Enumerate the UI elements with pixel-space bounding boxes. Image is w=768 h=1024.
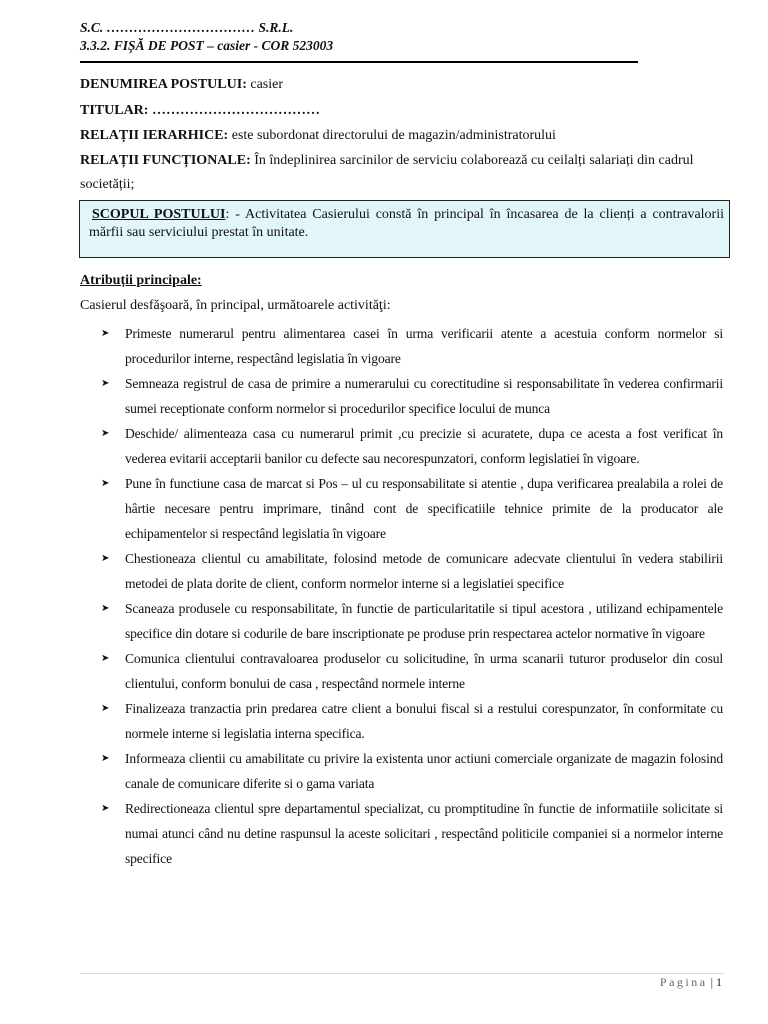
list-item: ➤ Informeaza clientii cu amabilitate cu privire la existenta unor actiuni comerciale organizate de magazin folosind canale de comunicare diferite si o gama variata: [125, 746, 723, 796]
arrow-bullet-icon: ➤: [101, 478, 110, 489]
job-name-label: DENUMIREA POSTULUI:: [80, 77, 247, 92]
holder-value: ………………………………: [151, 103, 320, 118]
page-footer: [660, 975, 722, 990]
duties-title: Atribuții principale:: [80, 273, 202, 288]
list-item: ➤ Finalizeaza tranzactia prin predarea catre client a bonului fiscal si a restului corespunzator, în conformitate cu normele interne si legislatia interna specifica.: [125, 696, 723, 746]
list-item: ➤ Pune în functiune casa de marcat si Pos – ul cu responsabilitate si atentie , dupa verificarea prealabila a rolei de hârtie necesare pentru imprimare, tinând cont de specificatiile tehnice primite de la producator ale echipamentelor si respectând legislatia în vigoare: [125, 471, 723, 546]
company-name: S.C. …………………………… S.R.L.: [80, 20, 294, 35]
hierarchical-relations-value: este subordonat directorului de magazin/administratorului: [231, 128, 556, 143]
functional-relations-value: În îndeplinirea sarcinilor de serviciu colaborează cu ceilalți salariați din cadrul: [254, 153, 694, 168]
hierarchical-relations-label: RELAȚII IERARHICE:: [80, 128, 229, 143]
holder-label: TITULAR:: [80, 103, 149, 118]
scope-box: [79, 200, 730, 258]
list-item: ➤ Scaneaza produsele cu responsabilitate, în functie de particularitatile si tipul acestora , utilizand echipamentele specifice din dotare si codurile de bare inscriptionate pe produse prin respectarea actelor normative în vigoare: [125, 596, 723, 646]
list-item: ➤ Semneaza registrul de casa de primire a numerarului cu corectitudine si responsabilitate în vederea confirmarii sumei receptionate conform normelor si procedurilor specifice locului de munca: [125, 371, 723, 421]
job-name-value: casier: [250, 77, 284, 92]
footer-rule: [80, 973, 724, 974]
scope-text: : - Activitatea Casierului constă în principal în încasarea de la clienți a contravalorii mărfii sau serviciului prestat în unitate.: [89, 207, 724, 240]
list-item: ➤ Chestioneaza clientul cu amabilitate, folosind metode de comunicare adecvate clientului în vedera stabilirii metodei de plata dorite de client, conform normelor interne si a legislatiei specifice: [125, 546, 723, 596]
document-header: [80, 19, 333, 55]
functional-relations-label: RELAȚII FUNCȚIONALE:: [80, 153, 251, 168]
functional-relations-continuation: societății;: [80, 177, 135, 192]
arrow-bullet-icon: ➤: [101, 428, 110, 439]
duties-list: [0, 321, 768, 871]
field-functional-relations: [80, 152, 694, 170]
field-hierarchical-relations: [80, 127, 556, 145]
field-job-name: [80, 76, 283, 94]
arrow-bullet-icon: ➤: [101, 803, 110, 814]
field-holder: [80, 102, 320, 120]
page-label: Pagina: [659, 975, 708, 989]
duties-intro: Casierul desfăşoară, în principal, următoarele activităţi:: [80, 298, 391, 313]
list-item: ➤ Redirectioneaza clientul spre departamentul specializat, cu promptitudine în functie de informatiile solicitate si numai atunci când nu detine raspunsul la aceste solicitari , respectând politicile companiei si a normelor interne specifice: [125, 796, 723, 871]
list-item: ➤ Comunica clientului contravaloarea produselor cu solicitudine, în urma scanarii tuturor produselor din cosul clientului, conform bonului de casa , respectând normele interne: [125, 646, 723, 696]
arrow-bullet-icon: ➤: [101, 703, 110, 714]
arrow-bullet-icon: ➤: [101, 653, 110, 664]
list-item: ➤ Deschide/ alimenteaza casa cu numerarul primit ,cu precizie si acuratete, dupa ce acesta a fost verificat în vederea evitarii acceptarii banilor cu defecte sau necorespunzatori, conform legislatiei în vigoare.: [125, 421, 723, 471]
arrow-bullet-icon: ➤: [101, 328, 110, 339]
arrow-bullet-icon: ➤: [101, 753, 110, 764]
list-item: ➤ Primeste numerarul pentru alimentarea casei în urma verificarii atente a acestuia conform normelor si procedurilor interne, respectând legislatia în vigoare: [125, 321, 723, 371]
document-title: 3.3.2. FIȘĂ DE POST – casier - COR 523003: [80, 38, 334, 53]
page-number: 1: [716, 975, 722, 989]
scope-title: SCOPUL POSTULUI: [92, 207, 226, 222]
arrow-bullet-icon: ➤: [101, 603, 110, 614]
arrow-bullet-icon: ➤: [101, 553, 110, 564]
arrow-bullet-icon: ➤: [101, 378, 110, 389]
footer-separator: |: [710, 975, 713, 989]
header-rule: [80, 61, 638, 63]
